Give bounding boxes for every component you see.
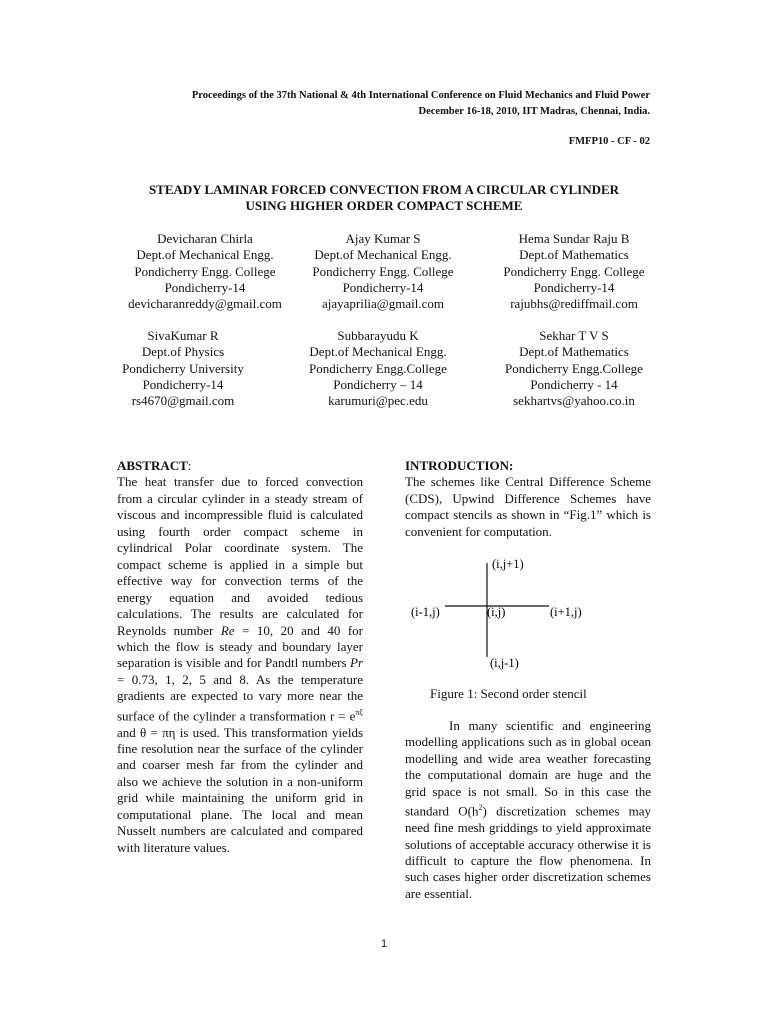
reynolds-symbol: Re <box>220 622 235 638</box>
author-city: Pondicherry - 14 <box>530 376 618 392</box>
author-email: rajubhs@rediffmail.com <box>510 296 638 312</box>
title-line-1: STEADY LAMINAR FORCED CONVECTION FROM A CIRCULAR CYLINDER <box>148 182 620 197</box>
author-block <box>474 328 674 409</box>
author-email: karumuri@pec.edu <box>328 393 428 409</box>
author-dept: Dept.of Mechanical Engg. <box>136 247 274 263</box>
author-city: Pondicherry-14 <box>342 279 424 295</box>
author-email: devicharanreddy@gmail.com <box>128 296 282 312</box>
author-name: Sekhar T V S <box>539 328 609 343</box>
author-block <box>105 231 305 312</box>
author-name: Subbarayudu K <box>337 328 419 343</box>
introduction-section <box>405 458 651 540</box>
title-line-2: USING HIGHER ORDER COMPACT SCHEME <box>245 198 523 213</box>
author-institute: Pondicherry Engg. College <box>312 263 454 279</box>
node-top: (i,j+1) <box>492 557 524 571</box>
author-email: ajayaprilia@gmail.com <box>321 296 445 312</box>
introduction-para-1: The schemes like Central Difference Scheme (CDS), Upwind Difference Schemes have compact stencils as shown in “Fig.1” which is convenient for computation. <box>405 474 651 539</box>
abstract-section <box>117 458 363 856</box>
author-dept: Dept.of Mathematics <box>519 247 629 263</box>
abstract-colon: : <box>187 458 192 473</box>
figure-caption: Figure 1: Second order stencil <box>430 686 587 701</box>
author-name: Ajay Kumar S <box>345 231 421 246</box>
author-institute: Pondicherry University <box>122 360 244 376</box>
page-number: 1 <box>380 938 388 950</box>
abstract-text-part: = 0.73, 1, 2, 5 and 8. As the temperature gradients are expected to vary more near the surface of the cylinder a transformation r = e <box>117 671 363 724</box>
abstract-text-part: The heat transfer due to forced convection from a circular cylinder in a steady stream of viscous and incompressible fluid is calculated using fourth order compact scheme in cylindrical Polar coordinate system. The compact scheme is applied in a simple but effective way for convection terms of the energy equation and avoided tedious calculations. The results are calculated for Reynolds number <box>117 474 363 638</box>
introduction-heading: INTRODUCTION: <box>405 458 514 473</box>
author-city: Pondicherry – 14 <box>333 376 423 392</box>
author-institute: Pondicherry Engg. College <box>503 263 645 279</box>
node-bottom: (i,j-1) <box>490 656 519 670</box>
author-block <box>278 328 478 409</box>
author-email: rs4670@gmail.com <box>131 393 235 409</box>
stencil-figure <box>405 555 605 675</box>
author-dept: Dept.of Mathematics <box>519 344 629 360</box>
author-name: Hema Sundar Raju B <box>518 231 630 246</box>
author-institute: Pondicherry Engg. College <box>134 263 276 279</box>
introduction-para-2 <box>405 718 651 902</box>
author-dept: Dept.of Mechanical Engg. <box>309 344 447 360</box>
proceedings-line-1: Proceedings of the 37th National & 4th International Conference on Fluid Mechanics and Fluid Power <box>191 90 650 101</box>
author-block <box>283 231 483 312</box>
node-center: (i,j) <box>487 605 506 619</box>
abstract-text-part: = 10, 20 and 40 for which the flow is steady and boundary layer separation is visible and for Pandtl numbers <box>117 622 363 671</box>
author-name: Devicharan Chirla <box>157 231 253 246</box>
prandtl-symbol: Pr <box>350 655 363 671</box>
proceedings-line-2: December 16-18, 2010, IIT Madras, Chennai, India. <box>418 106 650 117</box>
author-city: Pondicherry-14 <box>142 376 224 392</box>
abstract-text <box>117 474 363 856</box>
author-dept: Dept.of Physics <box>141 344 225 360</box>
author-block <box>474 231 674 312</box>
author-block <box>83 328 283 409</box>
author-institute: Pondicherry Engg.College <box>505 360 643 376</box>
exponent: πξ <box>355 707 363 717</box>
abstract-text-part: and θ = πη is used. This transformation yields fine resolution near the surface of the cylinder and coarser mesh far from the cylinder and also we achieve the solution in a non-uniform grid while maintaining the uniform grid in computational plane. The local and mean Nusselt numbers are calculated and compared with literature values. <box>117 724 363 855</box>
paper-title <box>0 182 768 214</box>
node-left: (i-1,j) <box>411 605 440 619</box>
para-text: In many scientific and engineering modelling applications such as in global ocean modelling and wide area weather forecasting the computational domain are huge and the grid space is not small. So in this case the standard O(h <box>405 718 651 819</box>
node-right: (i+1,j) <box>550 605 582 619</box>
superscript: 2 <box>478 803 483 813</box>
paper-code: FMFP10 - CF - 02 <box>568 136 650 147</box>
para-text: ) discretization schemes may need fine mesh griddings to yield approximate solutions of acceptable accuracy otherwise it is difficult to capture the flow phenomena. In such cases higher order discretization schemes are essential. <box>405 803 651 901</box>
author-institute: Pondicherry Engg.College <box>309 360 447 376</box>
author-email: sekhartvs@yahoo.co.in <box>513 393 635 409</box>
author-name: SivaKumar R <box>147 328 219 343</box>
abstract-heading: ABSTRACT <box>117 458 188 473</box>
author-dept: Dept.of Mechanical Engg. <box>314 247 452 263</box>
author-city: Pondicherry-14 <box>533 279 615 295</box>
author-city: Pondicherry-14 <box>164 279 246 295</box>
introduction-continued <box>405 718 651 902</box>
